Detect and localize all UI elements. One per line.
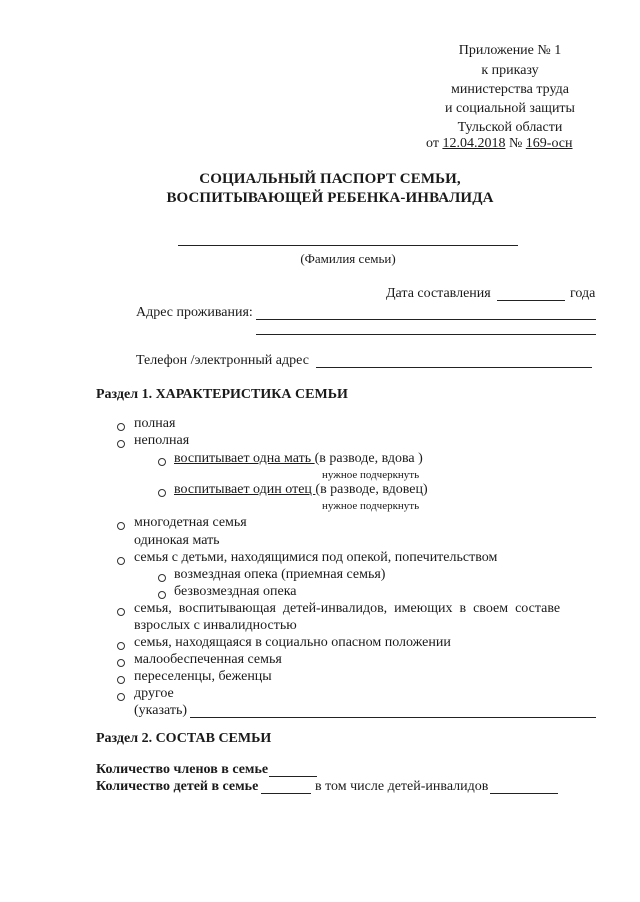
radio-bullet-icon[interactable] [117, 423, 125, 431]
radio-bullet-icon[interactable] [117, 642, 125, 650]
document-title-line-2: ВОСПИТЫВАЮЩЕЙ РЕБЕНКА-ИНВАЛИДА [166, 190, 494, 206]
option-disabled-adults-line-1: семья, воспитывающая детей-инвалидов, имеющих в своем составе [134, 601, 561, 616]
option-free-guardianship: безвозмездная опека [174, 584, 297, 599]
radio-bullet-icon[interactable] [117, 522, 125, 530]
order-number: 169-осн [525, 136, 573, 151]
children-count-label: Количество детей в семье [96, 779, 259, 794]
radio-bullet-icon[interactable] [158, 574, 166, 582]
section-2-title: Раздел 2. СОСТАВ СЕМЬИ [96, 731, 272, 746]
appendix-line-5: Тульской области [457, 120, 563, 135]
appendix-line-1: Приложение № 1 [458, 43, 562, 58]
date-field[interactable] [497, 300, 565, 301]
appendix-line-4: и социальной защиты [445, 101, 575, 116]
disabled-children-count-field[interactable] [490, 793, 558, 794]
option-refugees: переселенцы, беженцы [134, 669, 272, 684]
father-rest-text: (в разводе, вдовец) [315, 482, 428, 497]
date-suffix: года [570, 286, 596, 301]
option-disabled-adults-line-2: взрослых с инвалидностью [134, 618, 297, 633]
option-mother [174, 451, 423, 467]
appendix-line-2: к приказу [481, 63, 539, 78]
family-name-caption: (Фамилия семьи) [300, 251, 396, 266]
option-low-income: малообеспеченная семья [134, 652, 282, 667]
appendix-order-line [426, 136, 573, 152]
option-guardianship: семья с детьми, находящимися под опекой, попечительством [134, 550, 498, 565]
members-count-field[interactable] [269, 776, 317, 777]
radio-bullet-icon[interactable] [158, 458, 166, 466]
radio-bullet-icon[interactable] [117, 659, 125, 667]
radio-bullet-icon[interactable] [158, 489, 166, 497]
phone-email-label: Телефон /электронный адрес [136, 353, 309, 368]
note-underline-1: нужное подчеркнуть [322, 469, 420, 481]
radio-bullet-icon[interactable] [117, 693, 125, 701]
date-label: Дата составления [386, 286, 491, 301]
children-count-field[interactable] [261, 793, 311, 794]
order-number-sign: № [505, 136, 526, 151]
radio-bullet-icon[interactable] [117, 608, 125, 616]
option-full: полная [134, 416, 176, 431]
specify-label: (указать) [134, 703, 188, 718]
phone-email-field[interactable] [316, 367, 592, 368]
note-underline-2: нужное подчеркнуть [322, 500, 420, 512]
disabled-children-label: в том числе детей-инвалидов [315, 779, 489, 794]
specify-field[interactable] [190, 717, 596, 718]
radio-bullet-icon[interactable] [117, 676, 125, 684]
option-single-mother: одинокая мать [134, 533, 220, 548]
members-count-label: Количество членов в семье [96, 762, 269, 777]
radio-bullet-icon[interactable] [158, 591, 166, 599]
order-prefix: от [426, 136, 443, 151]
mother-rest-text: (в разводе, вдова ) [314, 451, 423, 466]
option-other: другое [134, 686, 174, 701]
radio-bullet-icon[interactable] [117, 557, 125, 565]
address-field-line-2[interactable] [256, 334, 596, 335]
option-father [174, 482, 428, 498]
document-title-line-1: СОЦИАЛЬНЫЙ ПАСПОРТ СЕМЬИ, [199, 171, 461, 187]
section-1-title: Раздел 1. ХАРАКТЕРИСТИКА СЕМЬИ [96, 387, 348, 402]
family-name-field[interactable] [178, 245, 518, 246]
option-large-family: многодетная семья [134, 515, 247, 530]
radio-bullet-icon[interactable] [117, 440, 125, 448]
appendix-line-3: министерства труда [451, 82, 569, 97]
address-field-line-1[interactable] [256, 319, 596, 320]
option-dangerous-situation: семья, находящаяся в социально опасном положении [134, 635, 451, 650]
option-incomplete: неполная [134, 433, 190, 448]
address-label: Адрес проживания: [136, 305, 253, 320]
father-underlined-text: воспитывает один отец [174, 482, 316, 497]
order-date: 12.04.2018 [442, 136, 506, 151]
mother-underlined-text: воспитывает одна мать [174, 451, 315, 466]
option-paid-guardianship: возмездная опека (приемная семья) [174, 567, 386, 582]
